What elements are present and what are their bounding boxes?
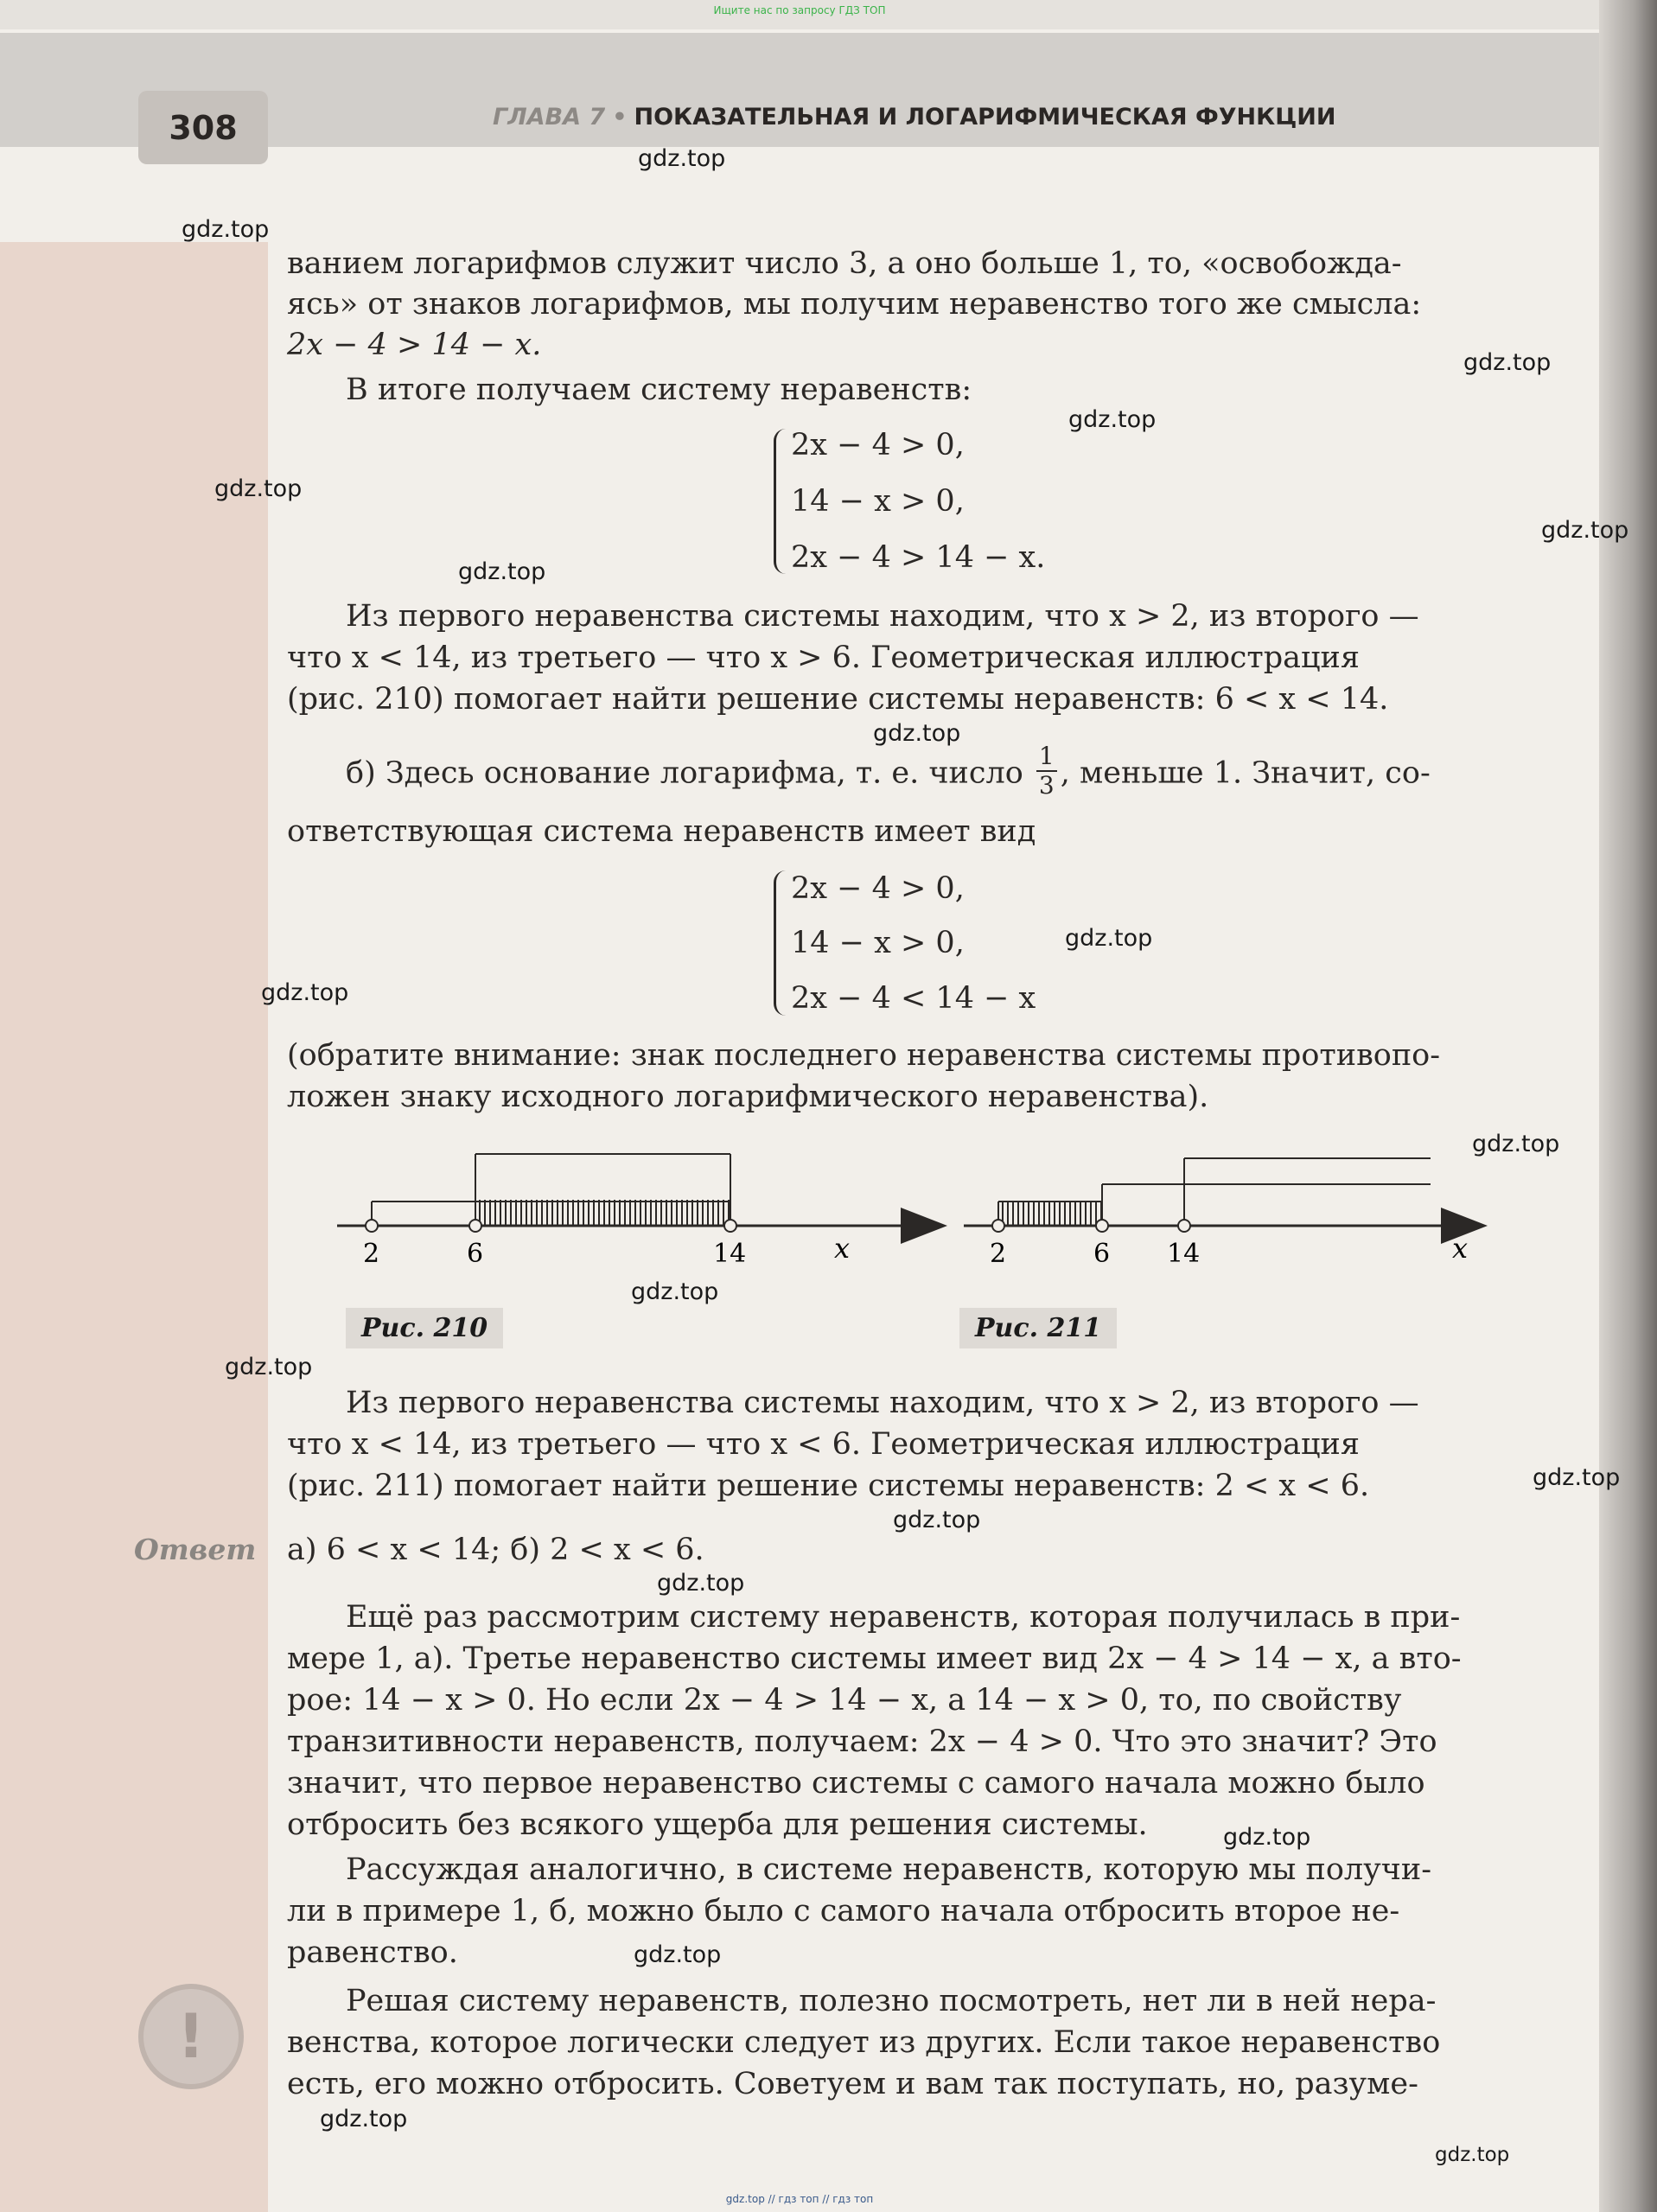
inequality: 2x − 4 > 14 − x. — [791, 540, 1046, 575]
paragraph-line: 2x − 4 > 14 − x. — [287, 328, 542, 362]
watermark: gdz.top — [1435, 2144, 1510, 2166]
system-brace — [774, 870, 788, 1016]
paragraph-line: В итоге получаем систему неравенств: — [346, 373, 972, 407]
answer-text: а) 6 < x < 14; б) 2 < x < 6. — [287, 1533, 704, 1567]
text-span: б) Здесь основание логарифма, т. е. число — [346, 755, 1023, 791]
watermark: gdz.top — [1223, 1824, 1311, 1851]
figures — [337, 1132, 1504, 1262]
watermark: gdz.top — [1068, 406, 1157, 433]
inequality: 14 − x > 0, — [791, 484, 965, 519]
fraction — [1036, 743, 1057, 800]
watermark: gdz.top — [893, 1507, 981, 1533]
watermark: gdz.top — [1472, 1131, 1560, 1157]
watermark: gdz.top — [1463, 349, 1552, 376]
paragraph-line: равенство. — [287, 1935, 458, 1970]
paragraph-line: значит, что первое неравенство системы с самого начала можно было — [287, 1766, 1425, 1801]
tick-label: 2 — [363, 1239, 380, 1262]
top-banner: Ищите нас по запросу ГДЗ ТОП — [0, 0, 1599, 29]
watermark: gdz.top — [1533, 1464, 1621, 1491]
fraction-numerator: 1 — [1036, 743, 1057, 772]
chapter-label: ГЛАВА 7 — [493, 104, 606, 131]
paragraph-line: что x < 14, из третьего — что x > 6. Геометрическая иллюстрация — [287, 641, 1360, 675]
chapter-title: ГЛАВА 7 • ПОКАЗАТЕЛЬНАЯ И ЛОГАРИФМИЧЕСКАЯ ФУНКЦИИ — [493, 104, 1336, 131]
text-span: , меньше 1. Значит, со- — [1060, 755, 1431, 791]
axis-label: x — [834, 1232, 851, 1262]
fig210-number-line — [337, 1154, 942, 1262]
paragraph-line: (рис. 210) помогает найти решение системы неравенств: 6 < x < 14. — [287, 682, 1389, 717]
paragraph-line: отбросить без всякого ущерба для решения системы. — [287, 1807, 1148, 1842]
inequality: 14 − x > 0, — [791, 926, 965, 960]
watermark: gdz.top — [634, 1941, 722, 1968]
tick-label: 6 — [467, 1239, 484, 1262]
paragraph-line: есть, его можно отбросить. Советуем и вам так поступать, но, разуме- — [287, 2067, 1418, 2101]
watermark: gdz.top — [182, 216, 270, 243]
attention-icon: ! — [138, 1984, 244, 2089]
fraction-denominator: 3 — [1038, 771, 1055, 800]
inequality: 2x − 4 > 0, — [791, 428, 965, 462]
fig211-number-line — [964, 1158, 1482, 1262]
paragraph-line: ложен знаку исходного логарифмического неравенства). — [287, 1080, 1209, 1114]
watermark: gdz.top — [1065, 925, 1153, 952]
left-margin-band — [0, 242, 268, 2212]
paragraph-line: ясь» от знаков логарифмов, мы получим неравенство того же смысла: — [287, 287, 1422, 322]
paragraph-line: рое: 14 − x > 0. Но если 2x − 4 > 14 − x, а 14 − x > 0, то, по свойству — [287, 1683, 1402, 1718]
paragraph-line: транзитивности неравенств, получаем: 2x − 4 > 0. Что это значит? Это — [287, 1724, 1437, 1759]
page-number: 308 — [138, 91, 268, 164]
watermark: gdz.top — [320, 2106, 408, 2132]
tick-label: 6 — [1093, 1239, 1111, 1262]
watermark: gdz.top — [214, 475, 303, 502]
watermark: gdz.top — [225, 1354, 313, 1380]
chapter-name: ПОКАЗАТЕЛЬНАЯ И ЛОГАРИФМИЧЕСКАЯ ФУНКЦИИ — [634, 104, 1336, 131]
paragraph-line: Решая систему неравенств, полезно посмотреть, нет ли в ней нера- — [346, 1984, 1437, 2018]
watermark: gdz.top — [873, 720, 961, 747]
paragraph-line: (обратите внимание: знак последнего неравенства системы противопо- — [287, 1038, 1441, 1073]
figure-caption-210: Рис. 210 — [346, 1308, 503, 1348]
watermark: gdz.top — [1541, 517, 1629, 544]
answer-label: Ответ — [134, 1533, 257, 1566]
paragraph-line — [346, 742, 1431, 803]
tick-label: 14 — [713, 1239, 747, 1262]
paragraph-line: (рис. 211) помогает найти решение системы неравенств: 2 < x < 6. — [287, 1469, 1370, 1503]
paragraph-line: венства, которое логически следует из других. Если такое неравенство — [287, 2025, 1441, 2060]
tick-label: 14 — [1167, 1239, 1201, 1262]
paragraph-line: ли в примере 1, б, можно было с самого начала отбросить второе не- — [287, 1894, 1400, 1928]
system-brace — [774, 429, 788, 574]
paragraph-line: Из первого неравенства системы находим, что x > 2, из второго — — [346, 1386, 1419, 1420]
paragraph-line: что x < 14, из третьего — что x < 6. Геометрическая иллюстрация — [287, 1427, 1360, 1462]
paragraph-line: Рассуждая аналогично, в системе неравенств, которую мы получи- — [346, 1852, 1432, 1887]
tick-label: 2 — [990, 1239, 1007, 1262]
watermark: gdz.top — [458, 558, 546, 585]
paragraph-line: ответствующая система неравенств имеет вид — [287, 814, 1036, 849]
watermark: gdz.top — [638, 145, 726, 172]
paragraph-line: мере 1, а). Третье неравенство системы имеет вид 2x − 4 > 14 − x, а вто- — [287, 1641, 1462, 1676]
bottom-banner: gdz.top // гдз топ // гдз топ — [725, 2193, 874, 2205]
book-spine — [1599, 0, 1657, 2212]
paragraph-line: ванием логарифмов служит число 3, а оно больше 1, то, «освобожда- — [287, 246, 1402, 281]
inequality: 2x − 4 < 14 − x — [791, 981, 1036, 1016]
watermark: gdz.top — [631, 1278, 719, 1305]
paragraph-line: Ещё раз рассмотрим систему неравенств, которая получилась в при- — [346, 1600, 1461, 1635]
inequality: 2x − 4 > 0, — [791, 871, 965, 906]
figure-caption-211: Рис. 211 — [959, 1308, 1117, 1348]
paragraph-line: Из первого неравенства системы находим, что x > 2, из второго — — [346, 599, 1419, 634]
watermark: gdz.top — [657, 1570, 745, 1597]
axis-label: x — [1452, 1232, 1469, 1262]
watermark: gdz.top — [261, 979, 349, 1006]
